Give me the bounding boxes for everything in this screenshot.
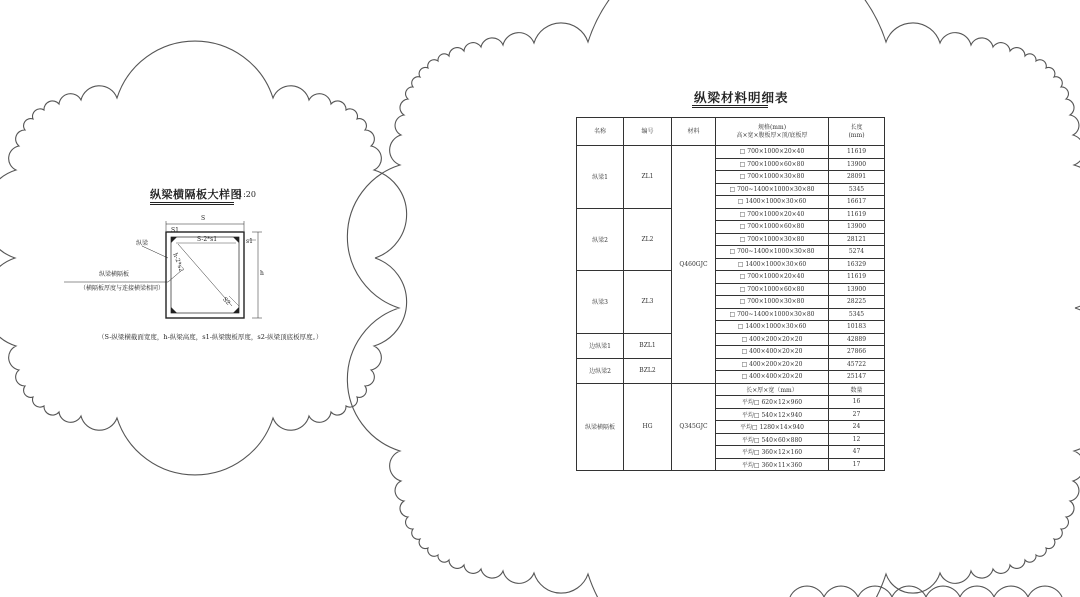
cell-material: Q460GJC — [672, 146, 716, 384]
cell-spec: □ 1400×1000×30×60 — [716, 321, 829, 334]
detail-title: 纵梁横隔板大样图 — [150, 188, 242, 201]
cell-length: 16617 — [829, 196, 885, 209]
cell-length: 5345 — [829, 183, 885, 196]
cell-spec: 平均□ 360×11×360 — [716, 458, 829, 471]
label-diaphragm-note: （横隔板厚度与连接横梁相同） — [80, 285, 165, 292]
title-underline — [692, 107, 768, 108]
cell-spec: □ 700×1000×20×40 — [716, 146, 829, 159]
cell-code: ZL3 — [624, 271, 672, 334]
cell-spec: □ 700×1000×60×80 — [716, 283, 829, 296]
dim-label-inner-width: S-2*s1 — [197, 236, 218, 243]
cell-length: 11619 — [829, 146, 885, 159]
header-name: 名称 — [577, 118, 624, 146]
cell-spec: □ 400×400×20×20 — [716, 371, 829, 384]
label-beam: 纵梁 — [136, 240, 149, 247]
cell-code: HG — [624, 383, 672, 471]
dim-label-s1: S1 — [171, 227, 179, 234]
cell-quantity: 47 — [829, 446, 885, 459]
cell-length: 16329 — [829, 258, 885, 271]
cell-quantity: 27 — [829, 408, 885, 421]
cell-spec: □ 400×200×20×20 — [716, 358, 829, 371]
cell-length: 13900 — [829, 221, 885, 234]
cell-length: 27866 — [829, 346, 885, 359]
table-row — [577, 333, 885, 346]
title-underline — [692, 105, 768, 106]
cell-spec: □ 700×1000×60×80 — [716, 158, 829, 171]
cell-code: BZL2 — [624, 358, 672, 383]
subheader-spec: 长×厚×宽（mm） — [716, 383, 829, 396]
corner-gusset — [233, 237, 239, 243]
cell-spec: 平均□ 540×60×880 — [716, 433, 829, 446]
cell-spec: □ 1400×1000×30×60 — [716, 258, 829, 271]
cell-length: 5345 — [829, 308, 885, 321]
leader-beam — [142, 246, 168, 258]
cell-length: 28091 — [829, 171, 885, 184]
detail-legend-note: （S-纵梁横截面宽度，h-纵梁高度，s1-纵梁腹板厚度，s2-纵梁顶底板厚度。） — [98, 333, 323, 341]
cell-quantity: 16 — [829, 396, 885, 409]
cell-length: 13900 — [829, 158, 885, 171]
cell-spec: □ 700×1000×20×40 — [716, 208, 829, 221]
cell-name: 边纵梁2 — [577, 358, 624, 383]
cell-spec: □ 700×1000×30×80 — [716, 233, 829, 246]
table-title: 纵梁材料明细表 — [694, 90, 789, 105]
cell-code: BZL1 — [624, 333, 672, 358]
cell-spec: □ 700×1000×60×80 — [716, 221, 829, 234]
corner-gusset — [171, 307, 177, 313]
cell-name: 纵梁横隔板 — [577, 383, 624, 471]
cell-length: 25147 — [829, 371, 885, 384]
cell-quantity: 12 — [829, 433, 885, 446]
header-code: 编号 — [624, 118, 672, 146]
cell-name: 纵梁3 — [577, 271, 624, 334]
cell-spec: 平均□ 540×12×940 — [716, 408, 829, 421]
cell-code: ZL2 — [624, 208, 672, 271]
detail-scale: 1:20 — [238, 190, 256, 199]
cell-length: 11619 — [829, 271, 885, 284]
cell-length: 5274 — [829, 246, 885, 259]
cell-length: 13900 — [829, 283, 885, 296]
table-row — [577, 358, 885, 371]
cell-length: 45722 — [829, 358, 885, 371]
cell-length: 28121 — [829, 233, 885, 246]
cell-spec: □ 400×200×20×20 — [716, 333, 829, 346]
cell-spec: 平均□ 1280×14×940 — [716, 421, 829, 434]
subheader-quantity: 数量 — [829, 383, 885, 396]
corner-gusset — [171, 237, 177, 243]
cell-name: 纵梁1 — [577, 146, 624, 209]
table-row — [577, 118, 885, 146]
cell-name: 边纵梁1 — [577, 333, 624, 358]
cell-spec: □ 700~1400×1000×30×80 — [716, 308, 829, 321]
table-row — [577, 383, 885, 396]
header-spec: 规格(mm) 高×宽×腹板厚×顶/底板厚 — [716, 118, 829, 146]
cell-length: 11619 — [829, 208, 885, 221]
cell-code: ZL1 — [624, 146, 672, 209]
cell-spec: □ 700×1000×20×40 — [716, 271, 829, 284]
table-row — [577, 208, 885, 221]
cell-length: 28225 — [829, 296, 885, 309]
cell-spec: 平均□ 360×12×160 — [716, 446, 829, 459]
cell-spec: □ 700×1000×30×80 — [716, 171, 829, 184]
table-row — [577, 271, 885, 284]
label-diaphragm: 纵梁横隔板 — [99, 271, 130, 278]
corner-gusset — [233, 307, 239, 313]
cell-length: 42889 — [829, 333, 885, 346]
cell-spec: □ 700~1400×1000×30×80 — [716, 246, 829, 259]
cell-quantity: 24 — [829, 421, 885, 434]
cell-spec: 平均□ 620×12×960 — [716, 396, 829, 409]
header-length: 长度 (mm) — [829, 118, 885, 146]
cell-spec: □ 400×400×20×20 — [716, 346, 829, 359]
cell-quantity: 17 — [829, 458, 885, 471]
material-table — [576, 117, 885, 471]
dim-label-inner-height: h-2*s2 — [171, 252, 185, 273]
dim-label-s1-right: s1 — [246, 238, 253, 245]
cell-spec: □ 700~1400×1000×30×80 — [716, 183, 829, 196]
cell-length: 10183 — [829, 321, 885, 334]
cell-name: 纵梁2 — [577, 208, 624, 271]
dim-label-s: S — [201, 215, 206, 222]
dim-label-s2: S2 — [221, 296, 232, 307]
table-row — [577, 146, 885, 159]
header-material: 材料 — [672, 118, 716, 146]
dim-label-h: h — [260, 270, 264, 277]
cell-material: Q345GJC — [672, 383, 716, 471]
cell-spec: □ 1400×1000×30×60 — [716, 196, 829, 209]
cell-spec: □ 700×1000×30×80 — [716, 296, 829, 309]
